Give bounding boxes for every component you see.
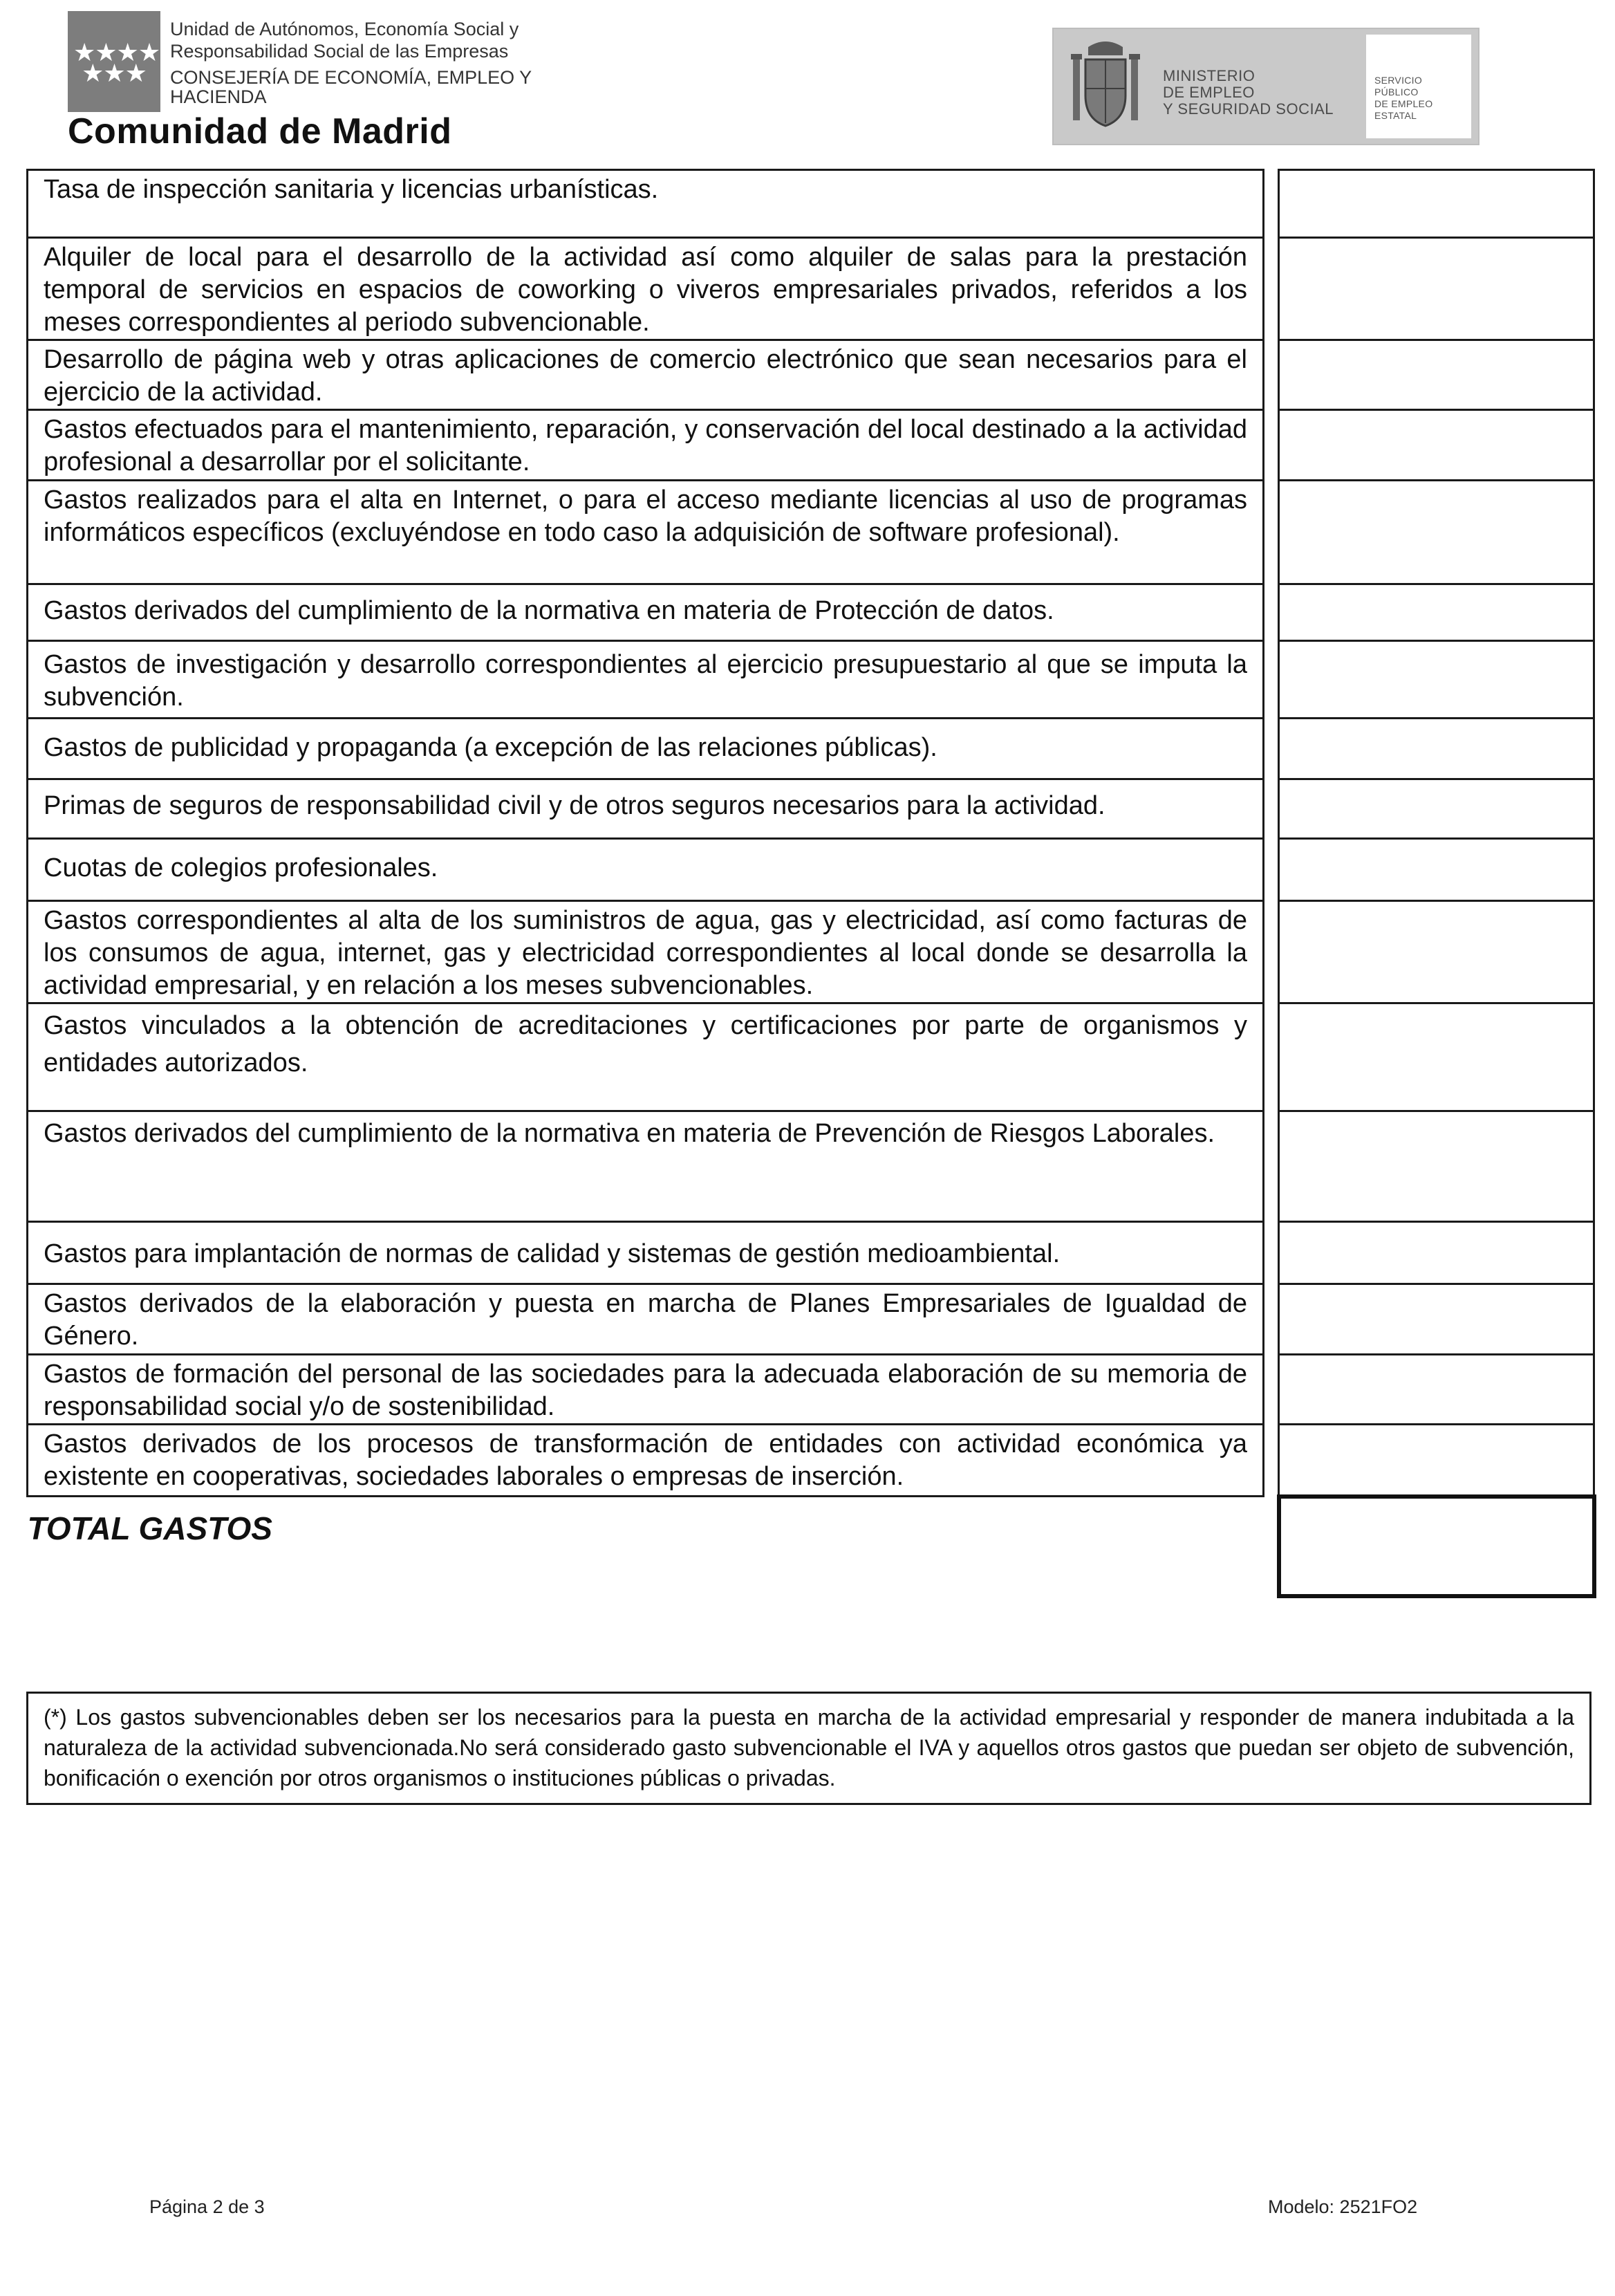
expense-amount-cell[interactable] <box>1279 340 1594 410</box>
ministry-logo-block <box>1052 28 1479 145</box>
expense-concept: Desarrollo de página web y otras aplicaciones de comercio electrónico que sean necesarios para el ejercicio de la actividad. <box>28 340 1264 410</box>
expense-concept: Gastos correspondientes al alta de los suministros de agua, gas y electricidad, así como facturas de los consumos de agua, internet, gas y electricidad correspondientes al local donde se desarrolla la actividad empresarial, y en relación a los meses subvencionables. <box>28 901 1264 1003</box>
table-row <box>28 1284 1594 1355</box>
table-row <box>28 779 1594 839</box>
stars-icon: ★★★★ ★★★ <box>73 39 160 88</box>
employment-service-logo <box>1366 35 1471 138</box>
region-dept-line-1: CONSEJERÍA DE ECONOMÍA, EMPLEO Y <box>170 67 532 88</box>
footnote-text: (*) Los gastos subvencionables deben ser los necesarios para la puesta en marcha de la actividad empresarial y responder de manera indubitada a la naturaleza de la actividad subvencionada.No será considerado gasto subvencionable el IVA y aquellos otros gastos que puedan ser objeto de subvención, bonificación o exención por otros organismos o instituciones públicas o privadas. <box>44 1705 1574 1790</box>
coat-of-arms-icon <box>1067 37 1143 134</box>
table-row <box>28 1111 1594 1222</box>
expense-amount-cell[interactable] <box>1279 1111 1594 1222</box>
table-row <box>28 1222 1594 1284</box>
expense-amount-cell[interactable] <box>1279 1003 1594 1111</box>
service-line-1: SERVICIO PÚBLICO <box>1374 75 1423 98</box>
region-logo <box>68 11 160 112</box>
table-row <box>28 1425 1594 1497</box>
table-row <box>28 641 1594 719</box>
expense-amount-cell[interactable] <box>1279 238 1594 340</box>
expense-concept: Gastos derivados del cumplimiento de la normativa en materia de Prevención de Riesgos Laborales. <box>28 1111 1264 1222</box>
expense-table <box>26 169 1596 1598</box>
expense-amount-cell[interactable] <box>1279 1355 1594 1425</box>
expense-amount-cell[interactable] <box>1279 481 1594 584</box>
model-code: Modelo: 2521FO2 <box>1268 2196 1418 2217</box>
table-row <box>28 719 1594 779</box>
expense-concept: Gastos de formación del personal de las sociedades para la adecuada elaboración de su memoria de responsabilidad social y/o de sostenibilidad. <box>28 1355 1264 1425</box>
expense-amount-cell[interactable] <box>1279 1222 1594 1284</box>
expense-amount-cell[interactable] <box>1279 779 1594 839</box>
footnote-box <box>26 1692 1591 1805</box>
region-unit-line-1: Unidad de Autónomos, Economía Social y <box>170 19 519 39</box>
expense-amount-cell[interactable] <box>1279 1284 1594 1355</box>
region-dept-line-2: HACIENDA <box>170 86 267 107</box>
expense-concept: Primas de seguros de responsabilidad civil y de otros seguros necesarios para la actividad. <box>28 779 1264 839</box>
expense-concept: Gastos derivados del cumplimiento de la normativa en materia de Protección de datos. <box>28 584 1264 641</box>
table-row <box>28 901 1594 1003</box>
expense-concept: Gastos para implantación de normas de calidad y sistemas de gestión medioambiental. <box>28 1222 1264 1284</box>
table-row <box>28 584 1594 641</box>
region-title: Comunidad de Madrid <box>68 111 452 151</box>
table-row <box>28 340 1594 410</box>
expense-amount-cell[interactable] <box>1279 719 1594 779</box>
ministry-line-1: MINISTERIO <box>1163 67 1255 84</box>
expense-amount-cell[interactable] <box>1279 170 1594 238</box>
table-row <box>28 481 1594 584</box>
service-line-2: DE EMPLEO ESTATAL <box>1374 98 1433 121</box>
ministry-name <box>1163 68 1334 118</box>
employment-service-name <box>1374 75 1467 122</box>
expense-concept: Gastos derivados de los procesos de transformación de entidades con actividad económica ya existente en cooperativas, sociedades laborales o empresas de inserción. <box>28 1425 1264 1497</box>
expense-concept: Gastos de investigación y desarrollo correspondientes al ejercicio presupuestario al que se imputa la subvención. <box>28 641 1264 719</box>
expense-concept: Gastos realizados para el alta en Internet, o para el acceso mediante licencias al uso de programas informáticos específicos (excluyéndose en todo caso la adquisición de software profesional). <box>28 481 1264 584</box>
ministry-line-3: Y SEGURIDAD SOCIAL <box>1163 100 1334 118</box>
ministry-line-2: DE EMPLEO <box>1163 84 1255 101</box>
table-row <box>28 238 1594 340</box>
region-unit-line-2: Responsabilidad Social de las Empresas <box>170 41 509 62</box>
table-row <box>28 1355 1594 1425</box>
table-row <box>28 410 1594 481</box>
total-label: TOTAL GASTOS <box>27 1510 272 1546</box>
region-unit-text <box>170 18 532 108</box>
total-amount-cell[interactable] <box>1279 1497 1594 1596</box>
expense-concept: Tasa de inspección sanitaria y licencias urbanísticas. <box>28 170 1264 238</box>
expense-concept: Alquiler de local para el desarrollo de la actividad así como alquiler de salas para la prestación temporal de servicios en espacios de coworking o viveros empresariales privados, referidos a los meses correspondientes al periodo subvencionable. <box>28 238 1264 340</box>
expense-amount-cell[interactable] <box>1279 1425 1594 1497</box>
expense-amount-cell[interactable] <box>1279 839 1594 901</box>
page-number: Página 2 de 3 <box>149 2196 265 2217</box>
expense-concept: Gastos derivados de la elaboración y puesta en marcha de Planes Empresariales de Igualdad de Género. <box>28 1284 1264 1355</box>
table-row <box>28 170 1594 238</box>
table-row <box>28 1003 1594 1111</box>
expense-amount-cell[interactable] <box>1279 901 1594 1003</box>
expense-amount-cell[interactable] <box>1279 410 1594 481</box>
expense-concept: Gastos vinculados a la obtención de acreditaciones y certificaciones por parte de organismos y entidades autorizados. <box>28 1003 1264 1111</box>
table-row <box>28 839 1594 901</box>
expense-concept: Gastos de publicidad y propaganda (a excepción de las relaciones públicas). <box>28 719 1264 779</box>
expense-concept: Gastos efectuados para el mantenimiento, reparación, y conservación del local destinado a la actividad profesional a desarrollar por el solicitante. <box>28 410 1264 481</box>
expense-concept: Cuotas de colegios profesionales. <box>28 839 1264 901</box>
total-row <box>28 1497 1594 1596</box>
expense-amount-cell[interactable] <box>1279 641 1594 719</box>
expense-amount-cell[interactable] <box>1279 584 1594 641</box>
